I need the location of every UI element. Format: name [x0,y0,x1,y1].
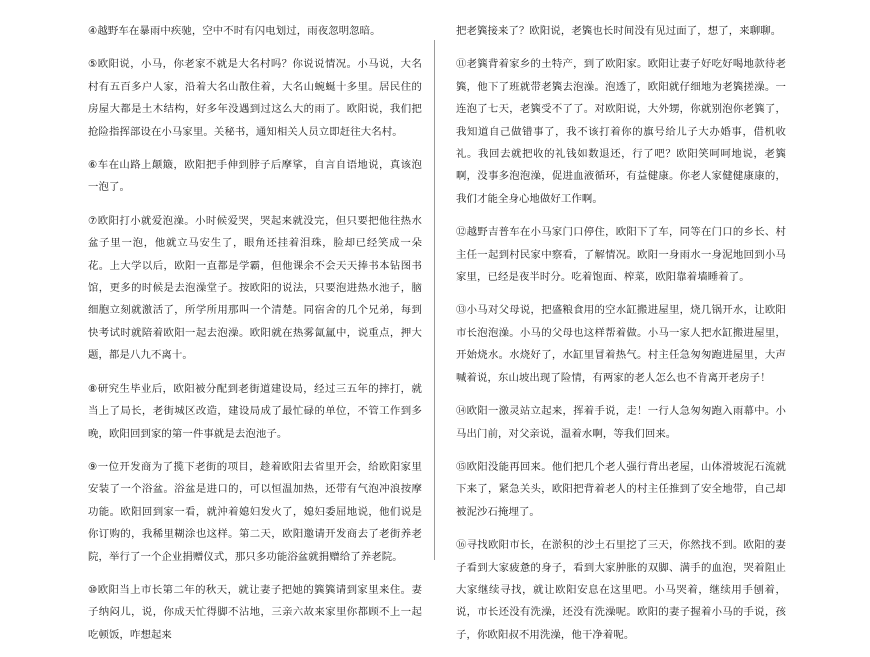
paragraph-13: ⑬小马对父母说，把盛粮食用的空水缸搬进屋里，烧几锅开水，让欧阳市长泡泡澡。小马的父母也这样帮着做。小马一家人把水缸搬进屋里，开始烧水。水烧好了，水缸里冒着热气。村主任急匆匆跑进屋里，大声喊着说，东山坡出现了险情，有两家的老人怎么也不肯离开老房子！ [456,304,786,384]
paragraph-4: ④越野车在暴雨中疾驰，空中不时有闪电划过，雨夜忽明忽暗。 [88,25,381,37]
paragraph-5: ⑤欧阳说，小马，你老家不就是大名村吗？你说说情况。小马说，大名村有五百多户人家，沿着大名山散住着，大名山蜿蜒十多里。居民住的房屋大都是土木结构，好多年没遇到过这么大的雨了。欧阳说，我们把抢险指挥部设在小马家里。关秘书，通知相关人员立即赶往大名村。 [88,58,422,138]
column-divider [434,40,435,560]
paragraph-11: ⑪老簨背着家乡的土特产，到了欧阳家。欧阳让妻子好吃好喝地款待老簨，他下了班就带老簨去泡澡。泡透了，欧阳就仔细地为老簨搓澡。一连泡了七天，老簨受不了了。对欧阳说，大外甥，你就别泡你老簨了，我知道自己做错事了，我不该打着你的旗号给儿子大办婚事，借机收礼。我回去就把收的礼钱如数退还，行了吧？欧阳笑呵呵地说，老簨啊，没事多泡泡澡，促进血液循环，有益健康。你老人家健健康康的，我们才能全身心地做好工作啊。 [456,58,786,205]
paragraph-10: ⑩欧阳当上市长第二年的秋天，就让妻子把她的簨簨请到家里来住。妻子纳闷儿，说，你成天忙得脚不沾地，三亲六故来家里你都顾不上一起吃顿饭，咋想起来 [88,583,422,641]
paragraph-9: ⑨一位开发商为了揽下老街的项目，趁着欧阳去省里开会，给欧阳家里安装了一个浴盆。浴盆是进口的，可以恒温加热，还带有气泡冲浪按摩功能。欧阳回到家一看，就沖着媳妇发火了，媳妇委屈地说，他们说是你订购的，我稀里糊涂也这样。第二天，欧阳邀请开发商去了老街养老院，举行了一个企业捐赠仪式，那只多功能浴盆就捐赠给了养老院。 [88,460,422,563]
left-column [88,14,422,657]
paragraph-7: ⑦欧阳打小就爱泡澡。小时候爱哭，哭起来就没完，但只要把他往热水盆子里一泡，他就立马安生了，眼角还挂着泪珠，脸却已经笑成一朵花。上大学以后，欧阳一直都是学霸，但他课余不会天天捧书本钻图书馆，更多的时候是去泡澡堂子。按欧阳的说法，只要泡进热水池子，脑细胞立刻就激活了，所学所用那叫一个清楚。同宿舍的几个兄弟，每到快考试时就陪着欧阳一起去泡澡。欧阳就在热雾氤氲中，说重点，押大题，都是八九不离十。 [88,214,422,362]
right-column [456,14,786,657]
paragraph-14: ⑭欧阳一激灵站立起来，挥着手说，走！一行人急匆匆跑入雨幕中。小马出门前，对父亲说，温着水啊，等我们回来。 [456,405,786,440]
paragraph-16: ⑯寻找欧阳市长，在淤积的沙土石里挖了三天，你然找不到。欧阳的妻子看到大家疲惫的身子，看到大家肿胀的双脚、满手的血泡，哭着阻止大家继续寻找，就让欧阳安息在这里吧。小马哭着，继续用手刨着，说，市长还没有洗澡，还没有洗澡呢。欧阳的妻子握着小马的手说，孩子，你欧阳叔不用洗澡，他干净着呢。 [456,539,786,641]
paragraph-10-continued: 把老簨接来了？欧阳说，老簨也长时间没有见过面了，想了，来聊聊。 [456,25,782,37]
paragraph-6: ⑥车在山路上颠簸，欧阳把手伸到脖子后摩挲，自言自语地说，真该泡一泡了。 [88,159,422,194]
paragraph-8: ⑧研究生毕业后，欧阳被分配到老街道建设局，经过三五年的摔打，就当上了局长，老街城区改造，建设局成了最忙碌的单位，不管工作到多晚，欧阳回到家的第一件事就是去泡池子。 [88,382,422,440]
paragraph-15: ⑮欧阳没能再回来。他们把几个老人强行背出老屋，山体滑坡泥石流就下来了，紧急关头，欧阳把背着老人的村主任推到了安全地带，自己却被泥沙石掩埋了。 [456,460,786,518]
paragraph-12: ⑫越野吉普车在小马家门口停住，欧阳下了车，同等在门口的乡长、村主任一起到村民家中察看，了解情况。欧阳一身雨水一身泥地回到小马家里，已经是夜半时分。吃着饱面、榨菜，欧阳靠着墙睡着了。 [456,226,786,284]
